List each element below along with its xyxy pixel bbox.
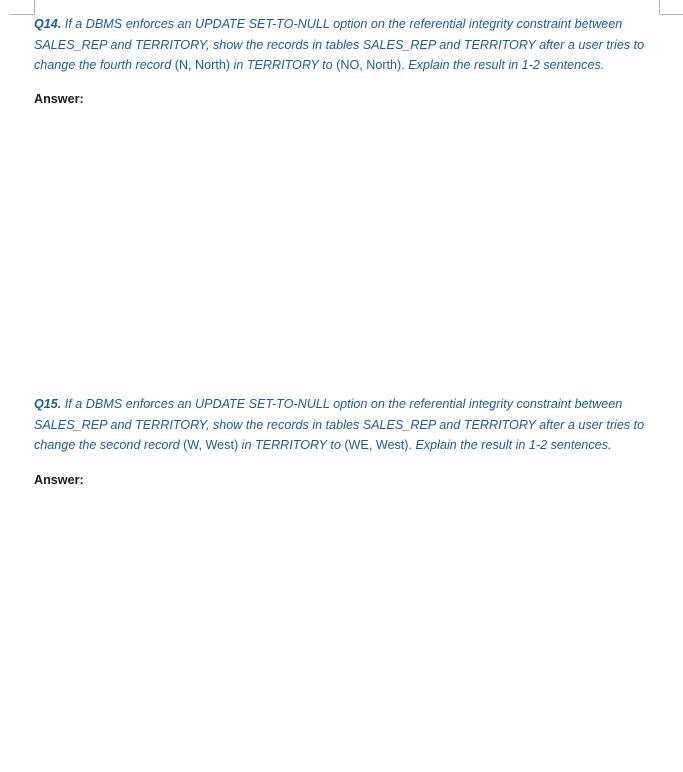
margin-corner-top-left xyxy=(10,0,35,15)
answer-15-label: Answer: xyxy=(34,473,84,487)
question-14-line-2: SALES_REP and TERRITORY, show the records in tables SALES_REP and TERRITORY after a user tries to xyxy=(34,37,645,52)
question-15-number: Q15. xyxy=(34,397,62,411)
question-15-line-1: Q15. If a DBMS enforces an UPDATE SET-TO-NULL option on the referential integrity constraint between xyxy=(34,397,623,411)
question-14-line-3: change the fourth record (N, North) in TERRITORY to (NO, North). Explain the result in 1-2 sentences. xyxy=(34,58,605,72)
question-14-line-1: Q14. If a DBMS enforces an UPDATE SET-TO-NULL option on the referential integrity constraint between xyxy=(34,17,623,31)
question-15-new-record: (WE, West). xyxy=(344,438,412,452)
question-14-new-record: (NO, North). xyxy=(336,58,405,72)
question-15-original-record: (W, West) xyxy=(183,438,239,452)
question-15 xyxy=(34,394,664,456)
question-14-number: Q14. xyxy=(34,17,62,31)
answer-14-label: Answer: xyxy=(34,92,84,106)
question-15-line-2: SALES_REP and TERRITORY, show the records in tables SALES_REP and TERRITORY after a user tries to xyxy=(34,417,645,432)
question-14 xyxy=(34,14,664,76)
question-14-original-record: (N, North) xyxy=(174,58,231,72)
question-15-line-3: change the second record (W, West) in TERRITORY to (WE, West). Explain the result in 1-2 sentences. xyxy=(34,438,612,452)
margin-corner-top-right xyxy=(659,0,683,15)
